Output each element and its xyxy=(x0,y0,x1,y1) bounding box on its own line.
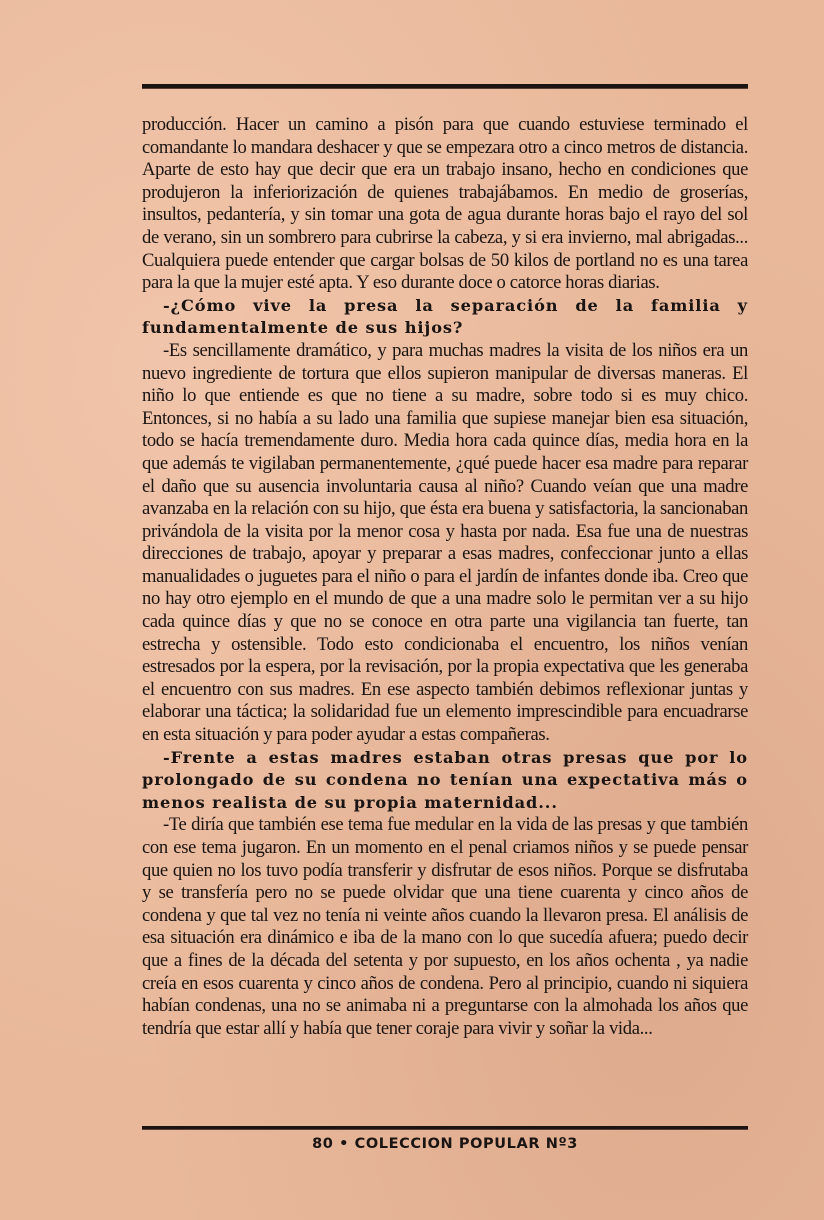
paragraph-continuation: producción. Hacer un camino a pisón para que cuando estuviese terminado el comandante lo mandara deshacer y que se empezara otro a cinco metros de distancia. Aparte de esto hay que decir que era un trabajo insano, hecho en condiciones que produjeron la inferiorización de quienes trabajábamos. En medio de groserías, insultos, pedantería, y sin tomar una gota de agua durante horas bajo el rayo del sol de verano, sin un sombrero para cubrirse la cabeza, y si era invierno, mal abrigadas... Cualquiera puede entender que cargar bolsas de 50 kilos de portland no es una tarea para la que la mujer esté apta. Y eso durante doce o catorce horas diarias. xyxy=(142,114,748,294)
interview-answer-1: -Es sencillamente dramático, y para muchas madres la visita de los niños era un nuevo ingrediente de tortura que ellos supieron manipular de diversas maneras. El niño lo que entiende es que no tiene a su madre, sobre todo si es muy chico. Entonces, si no había a su lado una familia que supiese manejar bien esa situación, todo se hacía tremendamente duro. Media hora cada quince días, media hora en la que además te vigilaban permanentemente, ¿qué puede hacer esa madre para reparar el daño que su ausencia involuntaria causa al niño? Cuando veían que una madre avanzaba en la relación con su hijo, que ésta era buena y satisfactoria, la sancionaban privándola de la visita por la menor cosa y hasta por nada. Esa fue una de nuestras direcciones de trabajo, apoyar y preparar a esas madres, confeccionar junto a ellas manualidades o juguetes para el niño o para el jardín de infantes donde iba. Creo que no hay otro ejemplo en el mundo de que a una madre solo le permitan ver a su hijo cada quince días y que no se conoce en otra parte una vigilancia tan fuerte, tan estrecha y ostensible. Todo esto condicionaba el encuentro, los niños venían estresados por la espera, por la revisación, por la propia expectativa que les generaba el encuentro con sus madres. En ese aspecto también debimos reflexionar juntas y elaborar una táctica; la solidaridad fue un elemento imprescindible para encuadrarse en esta situación y para poder ayudar a estas compañeras. xyxy=(142,339,748,746)
bottom-rule xyxy=(142,1126,748,1130)
interview-question-1: -¿Cómo vive la presa la separación de la familia y fundamentalmente de sus hijos? xyxy=(142,295,748,338)
interview-answer-2: -Te diría que también ese tema fue medular en la vida de las presas y que también con ese tema jugaron. En un momento en el penal criamos niños y se puede pensar que quien no los tuvo podía transferir y disfrutar de esos niños. Porque se disfrutaba y se transfería pero no se puede olvidar que una tiene cuarenta y cinco años de condena y que tal vez no tenía ni veinte años cuando la llevaron presa. El análisis de esa situación era dinámico e iba de la mano con lo que sucedía afuera; puedo decir que a fines de la década del setenta y por supuesto, en los años ochenta , ya nadie creía en esos cuarenta y cinco años de condena. Pero al principio, cuando ni siquiera habían condenas, una no se animaba ni a preguntarse con la almohada los años que tendría que estar allí y había que tener coraje para vivir y soñar la vida... xyxy=(142,814,748,1039)
interview-question-2: -Frente a estas madres estaban otras presas que por lo prolongado de su condena no tenían una expectativa más o menos realista de su propia maternidad... xyxy=(142,747,748,812)
article-body xyxy=(142,114,748,1040)
page-footer: 80 • COLECCION POPULAR Nº3 xyxy=(312,1136,578,1152)
top-rule xyxy=(142,84,748,89)
